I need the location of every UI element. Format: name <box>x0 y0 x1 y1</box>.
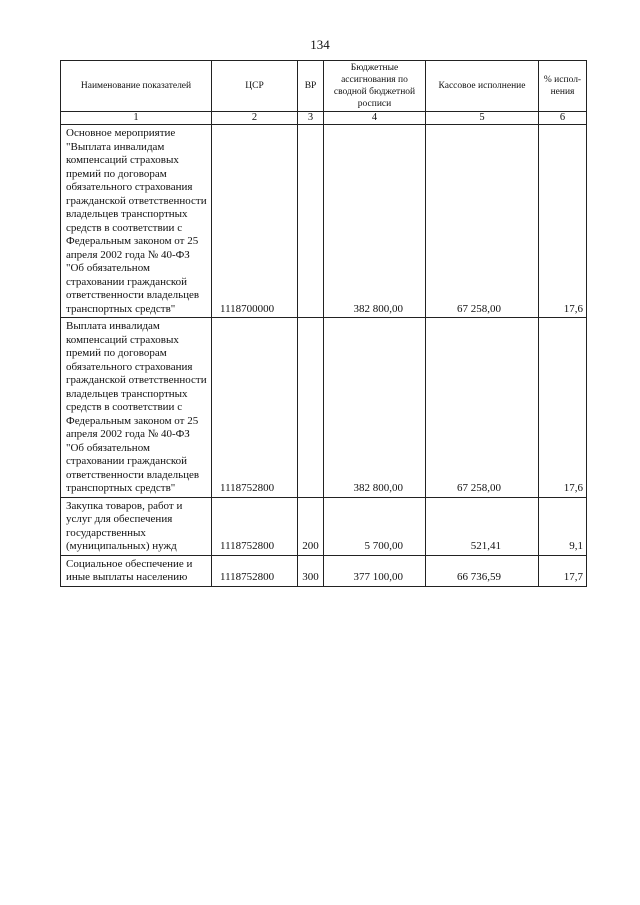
table-row <box>61 555 587 586</box>
vr-cell: 200 <box>298 497 324 555</box>
header-indicator-name: Наименование показателей <box>61 61 212 112</box>
indicator-name-cell: Социальное обеспечение и иные выплаты населению <box>61 555 212 586</box>
csr-cell: 1118752800 <box>212 497 298 555</box>
header-row <box>61 61 587 112</box>
table-row <box>61 318 587 498</box>
percent-cell: 17,6 <box>539 125 587 318</box>
header-csr: ЦСР <box>212 61 298 112</box>
indicator-name-cell: Закупка товаров, работ и услуг для обеспечения государственных (муниципальных) нужд <box>61 497 212 555</box>
cash-cell: 521,41 <box>426 497 539 555</box>
column-number: 3 <box>298 112 324 125</box>
percent-cell: 17,6 <box>539 318 587 498</box>
indicator-name-cell: Выплата инвалидам компенсаций страховых премий по договорам обязательного страхования гражданской ответственности владельцев транспортных средств в соответствии с Федеральным законом от 25 апреля 2002 года № 40-ФЗ "Об обязательном страховании гражданской ответственности владельцев транспортных средств" <box>61 318 212 498</box>
column-number: 5 <box>426 112 539 125</box>
budget-cell: 382 800,00 <box>324 125 426 318</box>
indicator-name-cell: Основное мероприятие "Выплата инвалидам компенсаций страховых премий по договорам обязательного страхования гражданской ответственности владельцев транспортных средств в соответствии с Федеральным законом от 25 апреля 2002 года № 40-ФЗ "Об обязательном страховании гражданской ответственности владельцев транспортных средств" <box>61 125 212 318</box>
vr-cell: 300 <box>298 555 324 586</box>
column-number-row <box>61 112 587 125</box>
cash-cell: 67 258,00 <box>426 318 539 498</box>
vr-cell <box>298 318 324 498</box>
column-number: 6 <box>539 112 587 125</box>
header-vr: ВР <box>298 61 324 112</box>
cash-cell: 67 258,00 <box>426 125 539 318</box>
percent-cell: 9,1 <box>539 497 587 555</box>
csr-cell: 1118752800 <box>212 555 298 586</box>
csr-cell: 1118752800 <box>212 318 298 498</box>
budget-cell: 382 800,00 <box>324 318 426 498</box>
header-cash-execution: Кассовое исполнение <box>426 61 539 112</box>
budget-execution-table <box>60 60 587 587</box>
table-row <box>61 125 587 318</box>
budget-cell: 377 100,00 <box>324 555 426 586</box>
table-row <box>61 497 587 555</box>
budget-cell: 5 700,00 <box>324 497 426 555</box>
column-number: 4 <box>324 112 426 125</box>
cash-cell: 66 736,59 <box>426 555 539 586</box>
column-number: 2 <box>212 112 298 125</box>
header-execution-percent: % испол-нения <box>539 61 587 112</box>
vr-cell <box>298 125 324 318</box>
csr-cell: 1118700000 <box>212 125 298 318</box>
percent-cell: 17,7 <box>539 555 587 586</box>
page-number: 134 <box>310 37 330 52</box>
column-number: 1 <box>61 112 212 125</box>
header-budget-allocations: Бюджетные ассигнования по сводной бюджетной росписи <box>324 61 426 112</box>
